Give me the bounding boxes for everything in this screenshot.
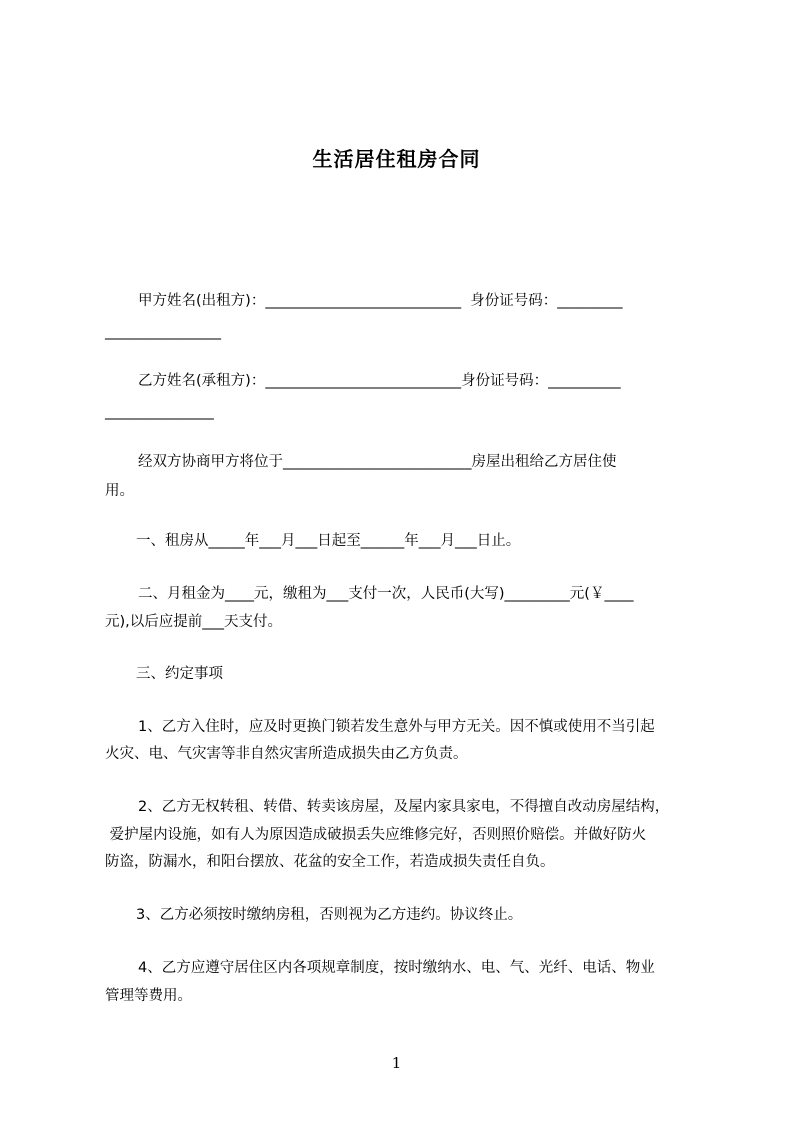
item-1-line-cont: 火灾、电、气灾害等非自然灾害所造成损失由乙方负责。 (105, 746, 468, 762)
item-2-line-cont2: 防盗，防漏水，和阳台摆放、花盆的安全工作，若造成损失责任自负。 (105, 854, 555, 870)
clause-2-rent-cont: 元),以后应提前___天支付。 (105, 614, 283, 630)
party-b-line-cont: _______________ (105, 404, 214, 420)
item-1-line: 1、乙方入住时，应及时更换门锁若发生意外与甲方无关。因不慎或使用不当引起 (138, 719, 655, 735)
clause-2-rent: 二、月租金为____元，缴租为___支付一次，人民币(大写)_________元(￥____ (138, 586, 634, 602)
location-line: 经双方协商甲方将位于__________________________房屋出租给乙方居住使 (138, 454, 617, 470)
item-3-line: 3、乙方必须按时缴纳房租，否则视为乙方违约。协议终止。 (136, 907, 523, 923)
party-b-line: 乙方姓名(承租方)：___________________________身份证号码：__________ (138, 373, 621, 389)
clause-3-heading: 三、约定事项 (136, 666, 223, 682)
location-line-cont: 用。 (105, 483, 134, 499)
party-a-line-cont: ________________ (105, 324, 221, 340)
item-2-line: 2、乙方无权转租、转借、转卖该房屋，及屋内家具家电，不得擅自改动房屋结构， (138, 799, 670, 815)
item-2-line-cont: 爱护屋内设施，如有人为原因造成破损丢失应维修完好，否则照价赔偿。并做好防火 (105, 827, 647, 843)
party-a-line: 甲方姓名(出租方)：___________________________ 身份证号码：_________ (138, 293, 623, 309)
page-number: 1 (391, 1054, 402, 1072)
document-title: 生活居住租房合同 (312, 147, 481, 171)
item-4-line: 4、乙方应遵守居住区内各项规章制度，按时缴纳水、电、气、光纤、电话、物业 (138, 960, 655, 976)
item-4-line-cont: 管理等费用。 (105, 988, 192, 1004)
clause-1-term: 一、租房从_____年___月___日起至______年___月___日止。 (136, 533, 521, 549)
